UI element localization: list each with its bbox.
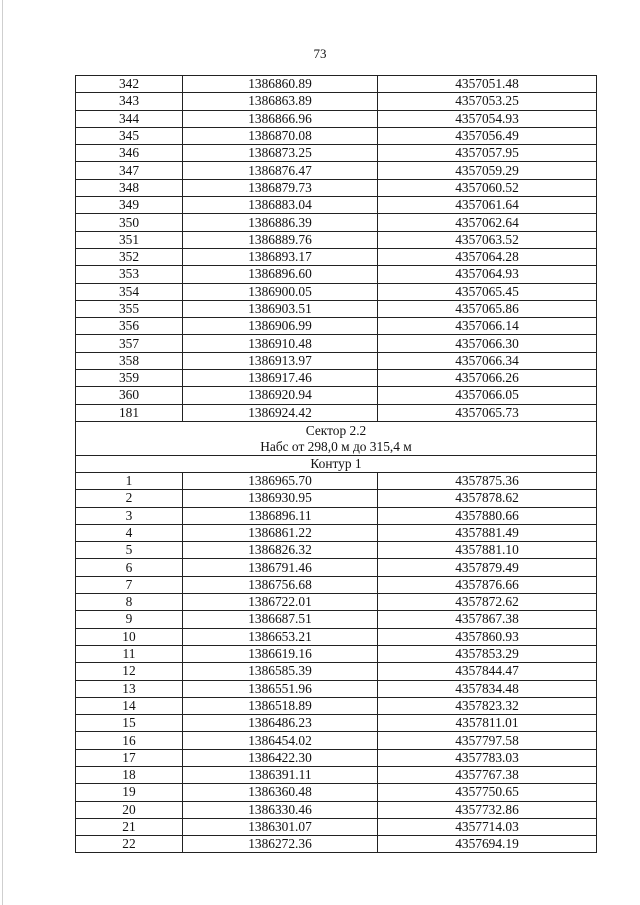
y-coordinate-cell: 4357750.65 xyxy=(378,784,597,801)
point-number-cell: 18 xyxy=(76,766,183,783)
table-row xyxy=(76,732,597,749)
table-row xyxy=(76,680,597,697)
table-row xyxy=(76,127,597,144)
table-row xyxy=(76,335,597,352)
point-number-cell: 2 xyxy=(76,490,183,507)
y-coordinate-cell: 4357783.03 xyxy=(378,749,597,766)
point-number-cell: 349 xyxy=(76,197,183,214)
x-coordinate-cell: 1386619.16 xyxy=(183,645,378,662)
y-coordinate-cell: 4357767.38 xyxy=(378,766,597,783)
x-coordinate-cell: 1386893.17 xyxy=(183,248,378,265)
point-number-cell: 181 xyxy=(76,404,183,421)
table-row xyxy=(76,162,597,179)
point-number-cell: 360 xyxy=(76,387,183,404)
point-number-cell: 6 xyxy=(76,559,183,576)
y-coordinate-cell: 4357066.26 xyxy=(378,370,597,387)
point-number-cell: 11 xyxy=(76,645,183,662)
point-number-cell: 16 xyxy=(76,732,183,749)
table-row xyxy=(76,542,597,559)
table-row xyxy=(76,266,597,283)
y-coordinate-cell: 4357066.14 xyxy=(378,318,597,335)
point-number-cell: 21 xyxy=(76,818,183,835)
y-coordinate-cell: 4357853.29 xyxy=(378,645,597,662)
y-coordinate-cell: 4357876.66 xyxy=(378,576,597,593)
x-coordinate-cell: 1386518.89 xyxy=(183,697,378,714)
table-row xyxy=(76,76,597,93)
point-number-cell: 22 xyxy=(76,836,183,853)
point-number-cell: 15 xyxy=(76,715,183,732)
x-coordinate-cell: 1386861.22 xyxy=(183,524,378,541)
point-number-cell: 7 xyxy=(76,576,183,593)
y-coordinate-cell: 4357823.32 xyxy=(378,697,597,714)
table-row xyxy=(76,628,597,645)
y-coordinate-cell: 4357062.64 xyxy=(378,214,597,231)
x-coordinate-cell: 1386896.11 xyxy=(183,507,378,524)
point-number-cell: 3 xyxy=(76,507,183,524)
y-coordinate-cell: 4357867.38 xyxy=(378,611,597,628)
y-coordinate-cell: 4357694.19 xyxy=(378,836,597,853)
y-coordinate-cell: 4357057.95 xyxy=(378,145,597,162)
x-coordinate-cell: 1386860.89 xyxy=(183,76,378,93)
y-coordinate-cell: 4357066.30 xyxy=(378,335,597,352)
x-coordinate-cell: 1386391.11 xyxy=(183,766,378,783)
point-number-cell: 342 xyxy=(76,76,183,93)
point-number-cell: 19 xyxy=(76,784,183,801)
x-coordinate-cell: 1386272.36 xyxy=(183,836,378,853)
x-coordinate-cell: 1386896.60 xyxy=(183,266,378,283)
contour-header-row xyxy=(76,455,597,472)
x-coordinate-cell: 1386454.02 xyxy=(183,732,378,749)
table-row xyxy=(76,749,597,766)
y-coordinate-cell: 4357065.86 xyxy=(378,300,597,317)
x-coordinate-cell: 1386910.48 xyxy=(183,335,378,352)
coordinates-table-bottom-section xyxy=(76,472,597,853)
y-coordinate-cell: 4357060.52 xyxy=(378,179,597,196)
table-row xyxy=(76,197,597,214)
y-coordinate-cell: 4357064.28 xyxy=(378,248,597,265)
table-row xyxy=(76,231,597,248)
table-row xyxy=(76,507,597,524)
sector-header-row xyxy=(76,421,597,455)
point-number-cell: 14 xyxy=(76,697,183,714)
page-number: 73 xyxy=(313,46,327,61)
y-coordinate-cell: 4357732.86 xyxy=(378,801,597,818)
x-coordinate-cell: 1386930.95 xyxy=(183,490,378,507)
y-coordinate-cell: 4357066.05 xyxy=(378,387,597,404)
point-number-cell: 358 xyxy=(76,352,183,369)
x-coordinate-cell: 1386900.05 xyxy=(183,283,378,300)
x-coordinate-cell: 1386889.76 xyxy=(183,231,378,248)
table-row xyxy=(76,214,597,231)
y-coordinate-cell: 4357054.93 xyxy=(378,110,597,127)
table-row xyxy=(76,145,597,162)
coordinates-table-top-section xyxy=(76,76,597,422)
sector-section xyxy=(76,421,597,472)
x-coordinate-cell: 1386687.51 xyxy=(183,611,378,628)
table-row xyxy=(76,559,597,576)
x-coordinate-cell: 1386876.47 xyxy=(183,162,378,179)
point-number-cell: 347 xyxy=(76,162,183,179)
x-coordinate-cell: 1386653.21 xyxy=(183,628,378,645)
table-row xyxy=(76,93,597,110)
point-number-cell: 354 xyxy=(76,283,183,300)
point-number-cell: 351 xyxy=(76,231,183,248)
x-coordinate-cell: 1386585.39 xyxy=(183,663,378,680)
table-row xyxy=(76,594,597,611)
point-number-cell: 20 xyxy=(76,801,183,818)
table-row xyxy=(76,663,597,680)
x-coordinate-cell: 1386903.51 xyxy=(183,300,378,317)
point-number-cell: 345 xyxy=(76,127,183,144)
x-coordinate-cell: 1386422.30 xyxy=(183,749,378,766)
y-coordinate-cell: 4357811.01 xyxy=(378,715,597,732)
point-number-cell: 8 xyxy=(76,594,183,611)
point-number-cell: 5 xyxy=(76,542,183,559)
point-number-cell: 4 xyxy=(76,524,183,541)
table-row xyxy=(76,370,597,387)
table-row xyxy=(76,387,597,404)
table-row xyxy=(76,818,597,835)
table-row xyxy=(76,490,597,507)
table-row xyxy=(76,300,597,317)
page-edge-line xyxy=(2,0,3,905)
x-coordinate-cell: 1386330.46 xyxy=(183,801,378,818)
y-coordinate-cell: 4357860.93 xyxy=(378,628,597,645)
y-coordinate-cell: 4357797.58 xyxy=(378,732,597,749)
y-coordinate-cell: 4357064.93 xyxy=(378,266,597,283)
x-coordinate-cell: 1386791.46 xyxy=(183,559,378,576)
y-coordinate-cell: 4357872.62 xyxy=(378,594,597,611)
point-number-cell: 356 xyxy=(76,318,183,335)
table-row xyxy=(76,524,597,541)
y-coordinate-cell: 4357059.29 xyxy=(378,162,597,179)
y-coordinate-cell: 4357879.49 xyxy=(378,559,597,576)
x-coordinate-cell: 1386883.04 xyxy=(183,197,378,214)
point-number-cell: 12 xyxy=(76,663,183,680)
x-coordinate-cell: 1386906.99 xyxy=(183,318,378,335)
x-coordinate-cell: 1386756.68 xyxy=(183,576,378,593)
x-coordinate-cell: 1386360.48 xyxy=(183,784,378,801)
y-coordinate-cell: 4357844.47 xyxy=(378,663,597,680)
table-row xyxy=(76,318,597,335)
table-row xyxy=(76,715,597,732)
x-coordinate-cell: 1386866.96 xyxy=(183,110,378,127)
x-coordinate-cell: 1386301.07 xyxy=(183,818,378,835)
x-coordinate-cell: 1386924.42 xyxy=(183,404,378,421)
y-coordinate-cell: 4357053.25 xyxy=(378,93,597,110)
point-number-cell: 352 xyxy=(76,248,183,265)
x-coordinate-cell: 1386879.73 xyxy=(183,179,378,196)
table-row xyxy=(76,801,597,818)
point-number-cell: 348 xyxy=(76,179,183,196)
y-coordinate-cell: 4357881.10 xyxy=(378,542,597,559)
point-number-cell: 357 xyxy=(76,335,183,352)
x-coordinate-cell: 1386917.46 xyxy=(183,370,378,387)
y-coordinate-cell: 4357061.64 xyxy=(378,197,597,214)
table-row xyxy=(76,836,597,853)
x-coordinate-cell: 1386886.39 xyxy=(183,214,378,231)
point-number-cell: 350 xyxy=(76,214,183,231)
sector-title: Сектор 2.2 xyxy=(305,423,367,439)
point-number-cell: 355 xyxy=(76,300,183,317)
point-number-cell: 9 xyxy=(76,611,183,628)
y-coordinate-cell: 4357056.49 xyxy=(378,127,597,144)
table-row xyxy=(76,766,597,783)
x-coordinate-cell: 1386826.32 xyxy=(183,542,378,559)
x-coordinate-cell: 1386870.08 xyxy=(183,127,378,144)
x-coordinate-cell: 1386913.97 xyxy=(183,352,378,369)
point-number-cell: 343 xyxy=(76,93,183,110)
y-coordinate-cell: 4357065.45 xyxy=(378,283,597,300)
y-coordinate-cell: 4357878.62 xyxy=(378,490,597,507)
x-coordinate-cell: 1386722.01 xyxy=(183,594,378,611)
x-coordinate-cell: 1386486.23 xyxy=(183,715,378,732)
x-coordinate-cell: 1386965.70 xyxy=(183,472,378,489)
table-row xyxy=(76,784,597,801)
y-coordinate-cell: 4357714.03 xyxy=(378,818,597,835)
y-coordinate-cell: 4357065.73 xyxy=(378,404,597,421)
point-number-cell: 10 xyxy=(76,628,183,645)
y-coordinate-cell: 4357063.52 xyxy=(378,231,597,248)
point-number-cell: 346 xyxy=(76,145,183,162)
y-coordinate-cell: 4357880.66 xyxy=(378,507,597,524)
point-number-cell: 344 xyxy=(76,110,183,127)
table-row xyxy=(76,179,597,196)
x-coordinate-cell: 1386863.89 xyxy=(183,93,378,110)
table-row xyxy=(76,697,597,714)
x-coordinate-cell: 1386873.25 xyxy=(183,145,378,162)
table-row xyxy=(76,404,597,421)
point-number-cell: 359 xyxy=(76,370,183,387)
table-row xyxy=(76,248,597,265)
sector-header-cell xyxy=(76,421,597,455)
x-coordinate-cell: 1386920.94 xyxy=(183,387,378,404)
table-row xyxy=(76,110,597,127)
table-row xyxy=(76,576,597,593)
y-coordinate-cell: 4357051.48 xyxy=(378,76,597,93)
point-number-cell: 353 xyxy=(76,266,183,283)
y-coordinate-cell: 4357834.48 xyxy=(378,680,597,697)
point-number-cell: 1 xyxy=(76,472,183,489)
point-number-cell: 17 xyxy=(76,749,183,766)
contour-title: Контур 1 xyxy=(76,455,597,472)
table-row xyxy=(76,645,597,662)
x-coordinate-cell: 1386551.96 xyxy=(183,680,378,697)
sector-subtitle: Набс от 298,0 м до 315,4 м xyxy=(260,438,412,454)
table-row xyxy=(76,283,597,300)
y-coordinate-cell: 4357066.34 xyxy=(378,352,597,369)
y-coordinate-cell: 4357881.49 xyxy=(378,524,597,541)
table-row xyxy=(76,611,597,628)
coordinates-table xyxy=(75,75,597,853)
table-row xyxy=(76,472,597,489)
point-number-cell: 13 xyxy=(76,680,183,697)
table-row xyxy=(76,352,597,369)
y-coordinate-cell: 4357875.36 xyxy=(378,472,597,489)
